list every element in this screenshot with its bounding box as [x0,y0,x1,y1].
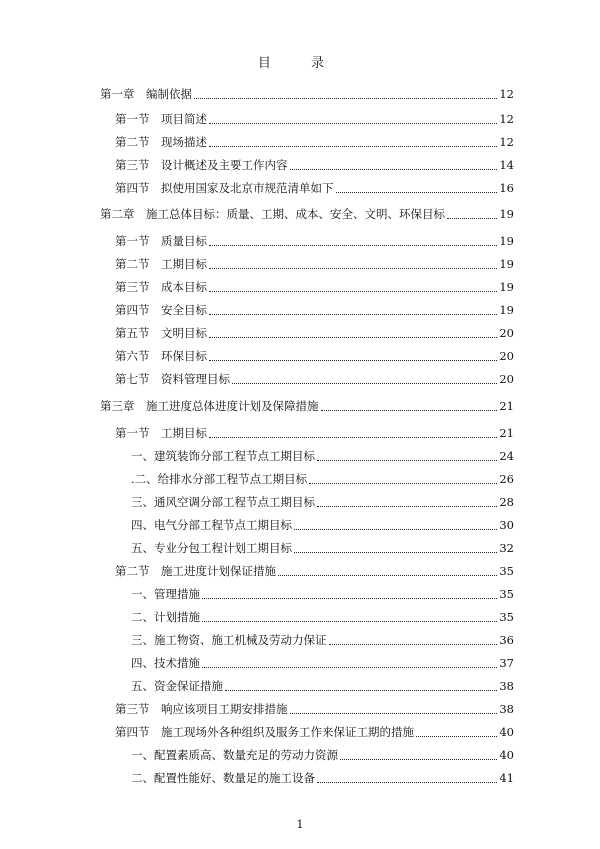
toc-entry[interactable] [115,302,514,318]
toc-entry-page: 19 [499,257,514,271]
toc-entry-label: 一、配置素质高、数量充足的劳动力资源 [131,748,338,762]
toc-entry-label: 第二节 工期目标 [115,257,207,271]
toc-entry-page: 41 [499,771,514,785]
dot-leader [209,268,497,269]
toc-entry-label: 第四节 施工现场外各种组织及服务工作来保证工期的措施 [115,725,414,739]
toc-entry-label: 四、技术措施 [131,656,200,670]
dot-leader [294,552,497,553]
toc-entry[interactable] [115,256,514,272]
toc-entry-label: 第二节 施工进度计划保证措施 [115,564,276,578]
toc-entry-label: 第三章 施工进度总体进度计划及保障措施 [100,399,319,413]
toc-entry-page: 38 [499,702,514,716]
toc-entry-page: 37 [499,656,514,670]
toc-entry-page: 19 [499,234,514,248]
toc-entry[interactable] [131,655,514,671]
toc-entry[interactable] [100,206,514,222]
toc-entry[interactable] [131,586,514,602]
toc-entry-label: 第二节 现场描述 [115,135,207,149]
dot-leader [209,123,497,124]
dot-leader [309,483,497,484]
dot-leader [317,506,497,507]
toc-entry-label: 第二章 施工总体目标：质量、工期、成本、安全、文明、环保目标 [100,207,445,221]
toc-entry-label: 二、配置性能好、数量足的施工设备 [131,771,315,785]
dot-leader [225,690,497,691]
toc-entry-page: 12 [499,87,514,101]
toc-entry[interactable] [131,494,514,510]
dot-leader [447,218,497,219]
dot-leader [317,782,497,783]
toc-entry-page: 35 [499,610,514,624]
toc-entry-page: 14 [499,158,514,172]
toc-entry-page: 30 [499,518,514,532]
toc-entry-label: 第四节 拟使用国家及北京市规范清单如下 [115,181,334,195]
dot-leader [278,575,497,576]
dot-leader [290,713,498,714]
dot-leader [209,314,497,315]
toc-entry-page: 38 [499,679,514,693]
dot-leader [209,245,497,246]
dot-leader [209,146,497,147]
toc-entry-page: 40 [499,748,514,762]
dot-leader [294,529,497,530]
toc-entry-page: 21 [499,426,514,440]
toc-entry-page: 19 [499,280,514,294]
toc-entry[interactable] [131,770,514,786]
toc-entry[interactable] [115,425,514,441]
toc-entry-page: 32 [499,541,514,555]
dot-leader [290,169,498,170]
dot-leader [202,667,497,668]
toc-entry-label: 第三节 设计概述及主要工作内容 [115,158,288,172]
toc-entry-page: 40 [499,725,514,739]
toc-entry-page: 16 [499,181,514,195]
toc-entry-label: 第一节 工期目标 [115,426,207,440]
toc-entry-page: 12 [499,135,514,149]
toc-entry-label: 三、施工物资、施工机械及劳动力保证 [131,633,327,647]
dot-leader [416,736,497,737]
toc-entry-label: 第六节 环保目标 [115,349,207,363]
toc-entry-label: 二、计划措施 [131,610,200,624]
dot-leader [336,192,498,193]
toc-entry-label: 三、通风空调分部工程节点工期目标 [131,495,315,509]
dot-leader [329,644,498,645]
toc-entry[interactable] [131,632,514,648]
toc-entry[interactable] [115,134,514,150]
toc-entry-page: 24 [499,449,514,463]
toc-entry[interactable] [131,448,514,464]
toc-entry[interactable] [115,325,514,341]
toc-entry[interactable] [100,398,514,414]
toc-entry-label: 四、电气分部工程节点工期目标 [131,518,292,532]
toc-entry[interactable] [115,348,514,364]
toc-entry-label: 第七节 资料管理目标 [115,372,230,386]
dot-leader [209,437,497,438]
toc-entry-page: 19 [499,303,514,317]
toc-entry[interactable] [131,517,514,533]
toc-entry-label: 五、专业分包工程计划工期目标 [131,541,292,555]
toc-entry-page: 35 [499,564,514,578]
toc-entry[interactable] [115,563,514,579]
toc-entry[interactable] [115,371,514,387]
toc-entry-label: 五、资金保证措施 [131,679,223,693]
toc-entry-page: 19 [499,207,514,221]
toc-entry[interactable] [115,279,514,295]
toc-entry-page: 35 [499,587,514,601]
dot-leader [202,598,497,599]
toc-entry-label: .二、给排水分部工程节点工期目标 [131,472,308,486]
toc-entry-page: 20 [499,349,514,363]
dot-leader [194,98,497,99]
toc-entry-label: 第三节 成本目标 [115,280,207,294]
toc-entry[interactable] [115,724,514,740]
dot-leader [209,360,497,361]
page-title: 目 录 [257,56,343,71]
toc-entry[interactable] [115,233,514,249]
dot-leader [232,383,497,384]
toc-entry-label: 一、管理措施 [131,587,200,601]
dot-leader [321,410,498,411]
toc-entry-page: 26 [499,472,514,486]
toc-entry-label: 一、建筑装饰分部工程节点工期目标 [131,449,315,463]
toc-entry[interactable] [131,678,514,694]
toc-entry-page: 28 [499,495,514,509]
toc-entry-page: 20 [499,372,514,386]
toc-entry-label: 第一节 项目简述 [115,112,207,126]
toc-entry[interactable] [115,701,514,717]
dot-leader [209,337,497,338]
toc-entry-page: 36 [499,633,514,647]
toc-entry[interactable] [131,471,514,487]
toc-entry[interactable] [115,111,514,127]
toc-entry-page: 12 [499,112,514,126]
toc-entry-page: 20 [499,326,514,340]
toc-entry-label: 第四节 安全目标 [115,303,207,317]
dot-leader [209,291,497,292]
toc-entry[interactable] [100,86,514,102]
toc-entry-label: 第三节 响应该项目工期安排措施 [115,702,288,716]
dot-leader [202,621,497,622]
toc-entry[interactable] [131,540,514,556]
toc-entry-label: 第一节 质量目标 [115,234,207,248]
toc-entry-label: 第五节 文明目标 [115,326,207,340]
toc-entry-page: 21 [499,399,514,413]
page-number: 1 [296,818,304,831]
toc-entry[interactable] [115,180,514,196]
toc-entry[interactable] [131,609,514,625]
dot-leader [340,759,497,760]
toc-entry-label: 第一章 编制依据 [100,87,192,101]
toc-entry[interactable] [115,157,514,173]
dot-leader [317,460,497,461]
toc-entry[interactable] [131,747,514,763]
